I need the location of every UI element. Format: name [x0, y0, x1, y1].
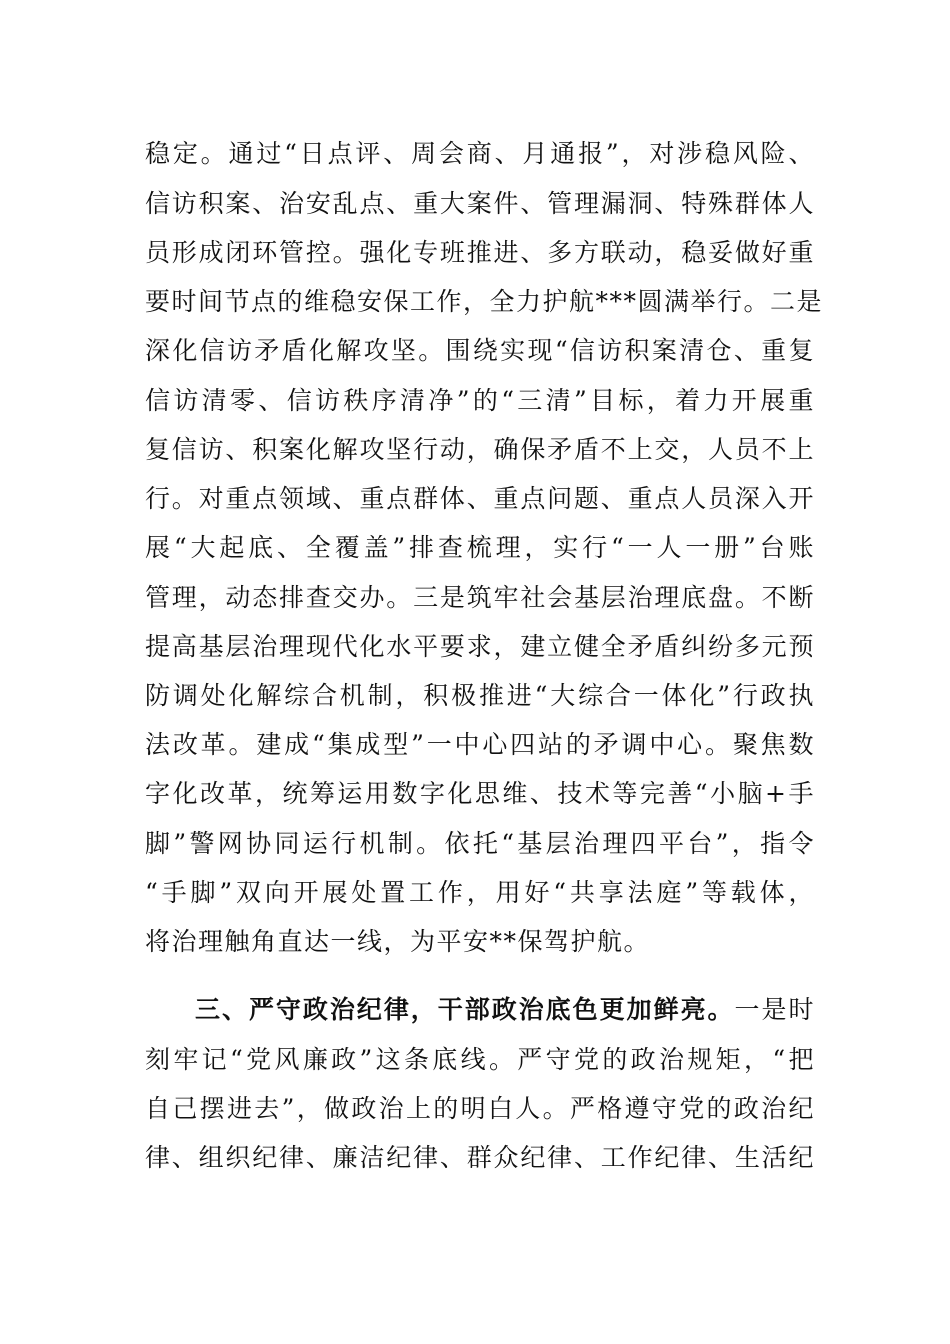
text-line: 律、组织纪律、廉洁纪律、群众纪律、工作纪律、生活纪 [145, 1143, 815, 1172]
section-heading: 三、严守政治纪律，干部政治底色更加鲜亮。 [195, 995, 735, 1024]
text-line: “手脚”双向开展处置工作，用好“共享法庭”等载体， [145, 878, 815, 907]
text-line: 行。对重点领域、重点群体、重点问题、重点人员深入开 [145, 484, 815, 513]
text-line: 防调处化解综合机制，积极推进“大综合一体化”行政执 [145, 681, 815, 710]
text-line: 法改革。建成“集成型”一中心四站的矛调中心。聚焦数 [145, 730, 815, 759]
text-line: 信访积案、治安乱点、重大案件、管理漏洞、特殊群体人 [145, 189, 815, 218]
text-line: 管理，动态排查交办。三是筑牢社会基层治理底盘。不断 [145, 583, 815, 612]
text-line: 稳定。通过“日点评、周会商、月通报”，对涉稳风险、 [145, 139, 815, 168]
text-line: 员形成闭环管控。强化专班推进、多方联动，稳妥做好重 [145, 238, 815, 267]
text-line: 要时间节点的维稳安保工作，全力护航***圆满举行。二是 [145, 287, 824, 316]
text-line: 自己摆进去”，做政治上的明白人。严格遵守党的政治纪 [145, 1094, 815, 1123]
text-line: 刻牢记“党风廉政”这条底线。严守党的政治规矩，“把 [145, 1045, 815, 1074]
section-heading-tail: 一是时 [734, 995, 815, 1024]
text-line: 复信访、积案化解攻坚行动，确保矛盾不上交，人员不上 [145, 435, 815, 464]
text-line: 展“大起底、全覆盖”排查梳理，实行“一人一册”台账 [145, 533, 815, 562]
text-line: 将治理触角直达一线，为平安**保驾护航。 [145, 927, 651, 956]
text-line: 提高基层治理现代化水平要求，建立健全矛盾纠纷多元预 [145, 632, 815, 661]
text-line: 脚”警网协同运行机制。依托“基层治理四平台”，指令 [145, 829, 815, 858]
text-line: 字化改革，统筹运用数字化思维、技术等完善“小脑+手 [145, 779, 815, 808]
text-line: 信访清零、信访秩序清净”的“三清”目标，着力开展重 [145, 386, 815, 415]
section-heading-line [195, 990, 815, 1030]
text-line: 深化信访矛盾化解攻坚。围绕实现“信访积案清仓、重复 [145, 336, 815, 365]
